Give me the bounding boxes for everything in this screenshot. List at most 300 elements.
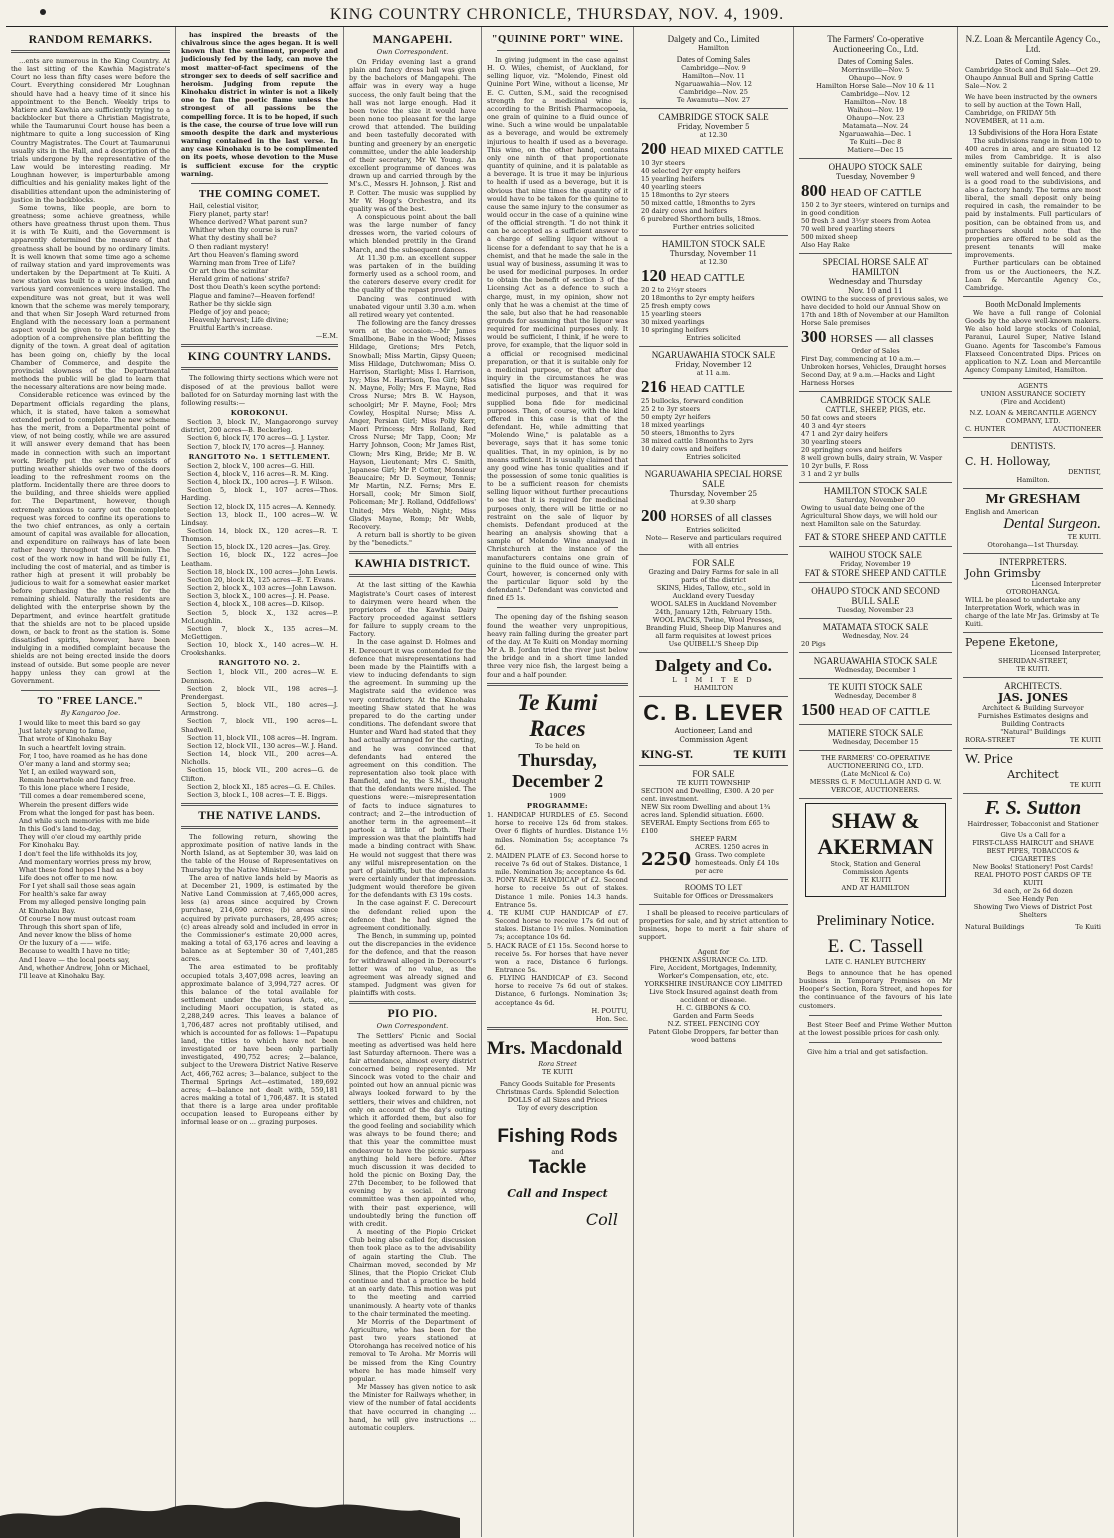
- eketone-town: TE KUITI.: [1016, 665, 1050, 674]
- for-sale-2: [639, 766, 788, 880]
- ballot-result: Section 2, block V., 100 acres—G. Hill.: [187, 461, 315, 470]
- stock-lot: 30 yearling steers: [801, 438, 862, 446]
- gresham-name: Mr GRESHAM: [985, 492, 1081, 508]
- stock-lot: 50 fat cows and steers: [801, 414, 877, 422]
- poem-line: Pledge of joy and peace;: [189, 307, 271, 316]
- pio-pio-title: PIO PIO.: [387, 1008, 438, 1021]
- ballot-result: Section 4, block IX., 100 acres—J. F. Wilson.: [187, 478, 334, 487]
- architects-section: [963, 678, 1103, 749]
- wh-title: WAIHOU STOCK SALE: [829, 550, 922, 560]
- sale-date: Cambridge—Nov. 9: [681, 64, 746, 72]
- nzloan-title: N.Z. Loan & Mercantile Agency Co., Ltd.: [965, 34, 1101, 54]
- comet-signature: —E.M.: [315, 332, 338, 341]
- holloway-role: DENTIST,: [1068, 468, 1101, 477]
- poem-line: I don't feel the life withholds its joy,: [19, 849, 138, 858]
- poem-line: Or the luxury of a —— wife.: [19, 939, 112, 948]
- nzloan-dates-heading: Dates of Coming Sales.: [995, 57, 1071, 66]
- horse-sale-count: 200: [641, 506, 667, 525]
- sale-date: Te Kuiti—Dec 8: [849, 138, 902, 146]
- rooms-to-let: [639, 880, 788, 905]
- farmers-title: The Farmers' Co-operative Auctioneering Co., Ltd.: [827, 34, 924, 54]
- lever-town: TE KUITI: [733, 750, 786, 761]
- article-paragraph: In the case against D. Holmes and H. Derecourt it was contended for the defence that misrepresentations had been made by the Plaintiffs with a view to inducing defendants to sign the agreement. In summing up the Magistrate said the evidence was very contradictory. At the Kinohaku meeting Shaw stated that he was prepared to do the carting under conditions. The defendant swore that Hunter and Ward had stated that they had actually arranged for the carting, and he was convinced that defendants had entered the agreement on this condition. The representation also took place with Bamfield, and he, the S.M., thought that the defendants were misled. The questions were:—misrepresentation of facts to induce signatures to contract; and 2—the introduction of another term in the agreement—it partook a little of both. Their impression was that the plaintiffs had made a binding contract with Shaw. He would not suggest that there was any wilful misrepresentation on the part of plaintiffs, but the defendants were certainly under that impression. Judgment would therefore be given for the defendants with £3 19s costs.: [349, 638, 476, 900]
- jones-town: TE KUITI: [1069, 736, 1101, 745]
- order-line: Second Day, at 9 a.m.—Hacks and Light Harness Horses: [801, 371, 935, 387]
- poem-line: O'er many a land and stormy sea;: [19, 759, 131, 768]
- divider: [349, 1001, 476, 1004]
- price-name: W. Price: [965, 752, 1013, 768]
- ohaupo-count: 800: [801, 181, 827, 200]
- stock-lot: 500 mixed sheep: [801, 233, 858, 241]
- stock-lot: 20 2 to 2½yr steers: [641, 286, 707, 294]
- interpreters-section: [963, 554, 1103, 633]
- quinine-port-para: In giving judgment in the case against H. O. Wiles, chemist, of Auckland, for selling liquor, viz. "Molendo, Finest old Quinine Port Wine, without a license, Mr E. C. Cutten, S.M., said the recognised strength for a medicinal wine is, according to the British Pharmacopoeia, one grain of quinine to a fluid ounce of wine. Such a wine would be unpalatable as a beverage, and would be extremely injurious to health if used as a beverage. This wine, on the other hand, contains only one ninth of that proportionate quantity of quinine, and it is palatable as a beverage. It is true it may be injurious to health if used as a beverage, but it is obvious that nine times the quantity of it would have to be taken for the quinine to cause the same injury to the consumer as would occur in the case of a quinine wine of the official strength. "I do not think it can be accepted as a sufficient answer to a charge of selling liquor without a license for a defendant to say that he is a chemist, and that he made the sale in the usual way of business, assuming it was to be used for medicinal purposes. In order to obtain the benefit of section 3 of the Licensing Act as a defence to such a charge, must, in my opinion, show not only that he was a chemist at the time of the sale, but also that he had reasonable grounds for assuming that the liquor was required for medicinal purposes only. It would be sufficient, I think, if he were to prove, for example, that the liquor sold in a official or recognised medicinal preparation, or that it is suitable only for a medicinal purpose, or that after due inquiry in the circumstances he was satisfied the liquor was required for medicinal purposes, and that it was supplied bona fide for medicinal purposes. Then, of course, with the kind offered in this case is that of the defendant. He, while admitting that "Molendo Wine," is palatable as a beverage, says that it has some tonic qualities. That, in my opinion, is by no means sufficient. It is usually claimed that any good wine has tonic qualities and if the possession of some tonic qualities is to be a sufficient reason for chemists selling liquor without further precautions to see that it is required for medicinal purposes only, there will be little or no restraint on the sale of liquor by chemists. Defendant produced at the hearing an analysis showing that a sample of Molendo Wine analysed in Christchurch at the instance of the manufacturers contains one grain of quinine to the fluid ounce of wine. This Court, however, is concerned only with the particular liquor sold by the defendant." Defendant was convicted and fined £5 1s.: [487, 56, 628, 603]
- call-and-inspect: Call and Inspect: [507, 1186, 608, 1200]
- divider: [21, 690, 160, 691]
- union-assurance: UNION ASSURANCE SOCIETY: [980, 390, 1086, 399]
- horse-sale-foot: Entries solicited: [686, 526, 741, 534]
- sale-date: Ohaupo—Nov. 9: [848, 74, 903, 82]
- agents-heading: AGENTS: [1018, 382, 1048, 391]
- poem-line: Wherein the present differs wide: [19, 800, 129, 809]
- special-horse-sale: [799, 254, 952, 392]
- dalgety-limited: L I M I T E D: [672, 676, 755, 684]
- wh-date: Friday, November 19: [840, 560, 911, 568]
- fishing-para: The opening day of the fishing season found the weather very unpropitious, heavy rain falling during the greater part of the day. At Te Kuiti on Monday morning Mr A. B. Jordan tried the river just below the bridge and in a short time landed three very nice fish, the largest being a four and a half pounder.: [487, 613, 628, 679]
- race-item: 1. HANDICAP HURDLES of £5. Second horse to receive 12s 6d from stakes. Over 6 flights of hurdles. Distance 1½ miles. Nomination 5s; acceptance 7s 6d.: [487, 811, 628, 852]
- ballot-result: Section 2, block VII., 198 acres—J. Prendergast.: [181, 684, 338, 701]
- hm-date: Saturday, November 20: [835, 496, 916, 504]
- stock-lot: 50 fresh 3 and 3½yr steers from Aotea: [801, 217, 931, 225]
- poem-line: Of course I now must outcast roam: [19, 914, 136, 923]
- hunter-row: [965, 425, 1101, 433]
- macdonald-town: TE KUITI: [542, 1068, 573, 1077]
- poem-line: From my alleged pensive longing pain: [19, 898, 147, 907]
- sale-date: Cambridge—Nov. 12: [841, 90, 910, 98]
- divider: [181, 344, 338, 347]
- agent-line: Live Stock Insured against death from accident or disease.: [649, 987, 778, 1004]
- divider: [349, 551, 476, 554]
- for-sale-line: SKINS, Hides, Tallow, etc., sold in Auckland every Tuesday: [656, 584, 771, 600]
- divider: [497, 50, 618, 51]
- poem-line: At Kinohaku Bay.: [19, 906, 76, 915]
- ngaruawahia-foot: Entries solicited: [686, 453, 741, 461]
- poem-line: That wrote of Kinohaku Bay: [19, 735, 112, 744]
- nzloan-instructed: We have been instructed by the owners to sell by auction at the Town Hall, Cambridge, on FRIDAY 5th NOVEMBER, at 11 a.m.: [965, 93, 1098, 125]
- cambridge-stock-sale: [799, 392, 952, 483]
- sutton-name: F. S. Sutton: [984, 797, 1082, 820]
- sutton-line: New Books! Stationery! Post Cards!: [972, 863, 1094, 872]
- holloway-name: C. H. Holloway,: [965, 455, 1051, 469]
- ballot-result: Section 2, block XI., 185 acres—G. E. Chiles.: [187, 782, 336, 791]
- agent-line: Patent Globe Droppers, far better than wood battens: [648, 1027, 779, 1044]
- divider: [809, 1015, 942, 1016]
- poem-line: I'll leave at Kinohaku Bay.: [19, 971, 105, 980]
- mt-title: MATAMATA STOCK SALE: [822, 622, 929, 632]
- poem-line: Herald grim of nations' strife?: [189, 275, 290, 284]
- article-paragraph: Mr Morris of the Department of Agriculture, who has been for the past two years stationed at Otorohanga has received notice of his removal to Te Aroha. Mr Morris will be missed from the King Country where he has made himself very popular.: [349, 1317, 476, 1383]
- divider: [191, 183, 328, 184]
- ngaruawahia-head: HEAD CATTLE: [670, 383, 745, 395]
- sale-date: Waihou—Nov. 19: [847, 106, 904, 114]
- horse-sale-note: Note— Reserve and particulars required with all entries: [645, 534, 782, 550]
- dentists-heading: DENTISTS.: [1010, 441, 1056, 452]
- grimsby-town: OTOROHANGA.: [1006, 588, 1060, 597]
- sutton-lines: [965, 831, 1101, 919]
- races-date: Thursday, December 2: [511, 749, 604, 791]
- farmers-foot2: (Late McNicol & Co): [840, 770, 911, 778]
- stock-lot: 150 2 to 3yr steers, wintered on turnips and in good condition: [801, 201, 950, 217]
- random-remarks-para-3: Considerable reticence was evinced by the Department officials regarding the plans, which, it is stated, have taken a somewhat extended period to complete. The new scheme has the merit, from a Departmental point of view, of not being costly, while we are assured it will answer every demand that has been made in connection with such an important work. Briefly put the scheme consists of putting weather shields over two of the doors leading to the refreshment rooms on the platform. Incidentally there are three doors to the building, and three shields were applied for. The Department, however, though extremely anxious to carry out the complete request was forced to confine its operations to the two chief entrances, as only a certain amount of capital was available for allocation, and expenditure on railways has of late been rather heavy throughout the Dominion. The cost of the work now in hand will be fully £1, including the cost of material, and as timber is rather high at present it will probably be judicious to wait for a somewhat easier market before purchasing the material for the remaining shield. Naturally the residents are delighted with the enterprise shown by the Department, and evince heartfelt gratitude that the shields are not to be placed upside down, or back to front as the station is. Some dissatisfied spirits, however, have been indulging in a modified complaint because the shields are not being erected inside the doors instead of outside. But some people are never happy unless they can growl at the Government.: [11, 391, 170, 685]
- ballot-result: Section 15, block VII., 200 acres—G. de Clifton.: [181, 766, 338, 783]
- preliminary-notice-title: Preliminary Notice.: [816, 913, 935, 929]
- farmers-footer: [799, 751, 952, 799]
- stock-lot: 20 springing cows and heifers: [801, 446, 902, 454]
- divider: [487, 1027, 628, 1030]
- article-paragraph: A meeting of the Piopio Cricket Club being also called for, discussion then took place as to the advisability of again starting the Club. The Chairman moved, seconded by Mr Slines, that the Piopio Cricket Club continue and that a practice be held at an early date. This motion was put to the meeting and carried unanimously. A hearty vote of thanks to the chair terminated the meeting.: [349, 1228, 476, 1318]
- township-lines: [641, 787, 786, 835]
- masthead-title: KING COUNTRY CHRONICLE, THURSDAY, NOV. 4, 1909.: [329, 6, 785, 23]
- fishing-and: and: [551, 1148, 564, 1157]
- ballot-result: Section 13, block II., 100 acres—W. W. Lindsay.: [181, 510, 338, 527]
- korokonui-lots: [181, 418, 338, 451]
- grimsby-name: John Grimsby: [965, 567, 1041, 581]
- ballot-result: Section 14, block VII., 200 acres—A. Nicholls.: [181, 750, 338, 767]
- cambridge-time: at 12.30: [699, 131, 728, 139]
- race-item: 2. MAIDEN PLATE of £3. Second horse to receive 7s 6d out of Stakes. Distance, 1 mile. Nomination 3s; acceptance 4s 6d.: [487, 851, 628, 877]
- coll-signature: Coll: [585, 1209, 618, 1229]
- union-sub: (Fire and Accident): [1000, 398, 1066, 407]
- poem-line: Yet I, an exiled wayward son,: [19, 767, 116, 776]
- sheep-farm-acres: 2250: [641, 848, 692, 870]
- poem-line: Whither when thy course is run?: [189, 226, 298, 235]
- sale-date: Ngaruawahia—Dec. 1: [839, 130, 912, 138]
- farmers-dates-heading: Dates of Coming Sales.: [837, 57, 914, 66]
- tk-sale: [799, 679, 952, 725]
- divider: [181, 826, 338, 829]
- ballot-result: Section 14, block IX., 120 acres—R. T. Thomson.: [181, 526, 338, 544]
- macdonald-name: Mrs. Macdonald: [487, 1038, 623, 1060]
- farmers-dates: [801, 66, 950, 154]
- sheep-farm-row: [641, 843, 786, 875]
- poem-line: I would like to meet this bard so gay: [19, 719, 141, 728]
- ballot-result: Section 4, block V., 116 acres—R. M. King.: [187, 469, 329, 478]
- ngaruawahia-title: NGARUAWAHIA STOCK SALE: [651, 350, 776, 360]
- grimsby-text: WILL be pleased to undertake any Interpretation Work, which was in charge of the late Mr Jas. Grimsby at Te Kuiti.: [965, 596, 1100, 629]
- sutton-line: Showing Two Views of District Post Shelters: [973, 903, 1093, 920]
- article-paragraph: Dancing was continued with unabated vigour until 3.30 a.m. when all retired weary yet contented.: [349, 294, 476, 319]
- sutton-line: See Hendy Pen: [1007, 895, 1059, 904]
- lever-street: KING-ST.: [641, 750, 694, 761]
- special-horse-head: HORSES — all classes: [830, 333, 934, 345]
- township-heading: TE KUITI TOWNSHIP: [677, 779, 750, 787]
- stock-lot: 10 springing heifers: [641, 326, 709, 334]
- sutton-line: REAL PHOTO POST CARDS OF TE KUITI: [974, 871, 1092, 888]
- hamilton-stock-sale: [799, 483, 952, 547]
- horse-sale-head: HORSES of all classes: [670, 512, 772, 524]
- grimsby-role: Licensed Interpreter: [1031, 580, 1101, 589]
- cb-lots: [801, 414, 950, 478]
- dates-list: [641, 64, 786, 104]
- poem-line: Life does not offer to me now.: [19, 874, 118, 882]
- stock-lot: 47 1 and 2yr dairy heifers: [801, 430, 888, 438]
- tackle-title: Tackle: [528, 1156, 587, 1178]
- poem-line: What these fond hopes I had as a boy: [19, 865, 144, 874]
- shaw-line1: SHAW &: [831, 808, 920, 833]
- native-para-2: The area of native lands held by Maoris as at December 21, 1909, is estimated by the Native Land Commission at 7,465,000 acres, less (a) areas since acquired by Crown purchase, 214,690 acres; (b) areas since acquired by private purchasers, 28,495 acres; (c) areas already sold and included in error in the Commissioner's estimate 20,000 acres, making a total of 63,176 acres and leaving a balance as at September 30 of 7,401,285 acres.: [181, 873, 338, 964]
- ballot-result: Section 10, block X., 140 acres—W. H. Crookshanks.: [181, 641, 338, 658]
- poem-line: Through this short span of life,: [19, 922, 122, 931]
- ballot-result: Section 12, block IX, 115 acres—A. Kennedy.: [187, 502, 336, 511]
- cambridge-headline: [641, 139, 786, 159]
- tassell-para: Begs to announce that he has opened business in Temporary Premises on Mr Hooper's Section, Rora Street, and hopes for the continuance of the favours of his late customers.: [799, 969, 952, 1010]
- columns: [6, 27, 1108, 1537]
- poem-line: For Kinohaku Bay.: [19, 841, 80, 850]
- mt-date: Wednesday, Nov. 24: [842, 632, 909, 640]
- stock-lot: 50 mixed cattle, 18months to 2yrs: [641, 199, 756, 207]
- poem-line: They will o'er cloud my earthly pride: [19, 833, 142, 842]
- nzloan-particulars: Further particulars can be obtained from us or the Auctioneers, the N.Z. Loan & Mercantile Agency Co., Cambridge.: [965, 259, 1101, 292]
- booth-text: We have a full range of Colonial Goods by the above well-known makers. We also hold large stocks of Colonial, Paranui, Laurel Super, Native Island Guano. Agents for Tascombe's Famous Flaxseed Concentrated Dips. Prices on application to N.Z. Loan and Mercantile Agency Company Limited, Hamilton.: [965, 308, 1101, 375]
- stock-lot: 30 mixed yearlings: [641, 318, 705, 326]
- ng-title: NGARUAWAHIA STOCK SALE: [813, 656, 938, 666]
- sale-date: Matamata—Nov. 24: [842, 122, 909, 130]
- hm-fat: FAT & STORE SHEEP AND CATTLE: [804, 532, 947, 542]
- holloway-town: Hamilton.: [1016, 476, 1050, 485]
- cb-title: CAMBRIDGE STOCK SALE: [820, 395, 931, 405]
- hamilton-time: at 12.30: [699, 258, 728, 266]
- lever-ad: [639, 697, 788, 766]
- sale-date: Te Awamutu—Nov. 27: [676, 96, 751, 104]
- native-para-1: The following return, showing the approximate position of native lands in the North Island, as at September 30, was laid on the table of the House of Representatives on Thursday by the Native Minister:—: [181, 832, 338, 874]
- cambridge-sale: [639, 109, 788, 236]
- stock-lot: 50 empty 2yr heifers: [641, 413, 711, 421]
- horse-sale-headline: [641, 506, 786, 526]
- poem-line: To this lone place where I reside,: [19, 784, 130, 793]
- free-lance-byline: By Kangaroo Joe.: [60, 709, 121, 718]
- sale-date: Hamilton—Nov. 18: [844, 98, 907, 106]
- column-2: [176, 27, 344, 1537]
- race-item: 4. TE KUMI CUP HANDICAP of £7. Second horse to receive 17s 6d out of stakes. Distance 1½ miles. Nomination 7s; acceptance 10s 6d.: [487, 908, 628, 942]
- hm-text: Owing to usual date being one of the Agricultural Show days, we will hold our next Hamilton sale on the Saturday.: [801, 504, 938, 528]
- horse-sale-title: NGARUAWAHIA SPECIAL HORSE SALE: [644, 469, 783, 489]
- special-horse-date: Wednesday and Thursday: [828, 277, 923, 286]
- poem-line: Heavenly harvest; Life divine;: [189, 316, 289, 324]
- special-horse-headline: [801, 327, 950, 347]
- stock-lot: 6 purebred Shorthorn bulls, 18mos.: [641, 215, 762, 223]
- matamata-sale: [799, 619, 952, 653]
- for-sale-line: WOOL SALES in Auckland November 24th, January 12th, February 15th.: [650, 600, 777, 616]
- poem-line: From what the longed for past has been.: [19, 808, 155, 817]
- sale-date: Morrinsville—Nov. 5: [841, 66, 910, 74]
- for-sale-line: Use QUIBELL'S Sheep Dip: [668, 640, 759, 648]
- for-sale-line: WOOL PACKS, Twine, Wool Presses, Branding Fluid, Sheep Dip Manures and all farm requisites at lowest prices: [645, 616, 782, 640]
- divider: [809, 1042, 942, 1043]
- poem-line: For health's sake far away: [19, 890, 107, 899]
- oh2-title: OHAUPO STOCK AND SECOND BULL SALE: [811, 586, 940, 606]
- ng-date: Wednesday, December 1: [834, 666, 917, 674]
- ballot-result: Section 1, block VII., 200 acres—W. E. Dennison.: [181, 668, 338, 685]
- dalgety-header: [639, 31, 788, 109]
- poem-line: And while such memories with me bide: [19, 816, 150, 825]
- farmers-foot1: THE FARMERS' CO-OPERATIVE AUCTIONEERING CO., LTD.: [820, 754, 931, 770]
- hamilton-foot: Entries solicited: [686, 334, 741, 342]
- article-paragraph: The Bench, in summing up, pointed out the discrepancies in the evidence for the defence, and that the reason for withdrawal alleged in Derecourt's letter was of no value, as the agreement was already signed and stamped. Judgment was given for plaintiffs with costs.: [349, 932, 476, 998]
- tk-head: HEAD OF CATTLE: [839, 706, 931, 718]
- poem-line: O then radiant mystery!: [189, 242, 269, 251]
- stock-lot: 40 3 and 4yr steers: [801, 422, 866, 430]
- poem-line: Warning man from Tree of Life?: [189, 258, 296, 267]
- poem-line: Fruitful Earth's increase.: [189, 324, 273, 333]
- mat-date: Wednesday, December 15: [832, 738, 919, 746]
- ohaupo-lots: [801, 201, 950, 249]
- article-paragraph: The Settlers' Picnic and Social meeting as advertised was held here last Saturday afternoon. There was a fair attendance, almost every district concerned being represented. Mr Sincock was voted to the chair and pointed out how an annual picnic was always looked forward to by the settlers, their wives and children, not only on account of the day's outing which it afforded them, but also for the good feeling and sociability which was always to be found there; and that this year the committee must endeavour to have the picnic surpass anything held here before. After much discussion it was decided to hold the picnic on Boxing Day, the 27th December, to be followed that evening by a social. A strong committee was then appointed who, with their past experience, will undoubtedly bring the function off with credit.: [349, 1032, 476, 1228]
- race-item: 3. PONY RACE HANDICAP of £2. Second horse to receive 5s out of stakes. Distance 1 mile. Ponies 14.3 hands. Entrance 5s.: [487, 876, 628, 909]
- for-sale: [639, 555, 788, 653]
- macdonald-lines: [487, 1080, 628, 1112]
- divider: [181, 367, 338, 370]
- ohaupo-headline: [801, 181, 950, 201]
- hunter-name: C. HUNTER: [965, 425, 1006, 434]
- poem-line: Whence derived? What parent sun?: [189, 218, 308, 227]
- agent-line: PHŒNIX ASSURANCE Co. LTD.: [659, 955, 768, 964]
- sheep-farm-text: ACRES. 1250 acres in Grass. Two complete homesteads. Only £4 10s per acre: [695, 843, 779, 875]
- tassell-sub: LATE C. HANLEY BUTCHERY: [825, 958, 926, 966]
- special-horse-date2: Nov. 10 and 11: [848, 286, 903, 295]
- dalgety-place: Hamilton: [697, 44, 730, 52]
- sale-date: Hamilton—Nov. 11: [682, 72, 745, 80]
- sutton-ad: [963, 794, 1103, 935]
- poem-line: For I yet shall sail those seas again: [19, 882, 136, 891]
- sutton-role: Hairdresser, Tobacconist and Stationer: [967, 820, 1099, 829]
- jones-address: [965, 736, 1101, 744]
- poem-line: And, whether Andrew, John or Michael,: [19, 963, 150, 972]
- sale-date: Ngaruawahia—Nov. 12: [675, 80, 752, 88]
- ohaupo-sale: [799, 159, 952, 254]
- ballot-result: Section 5, block X., 132 acres—P. McLoughlin.: [181, 608, 338, 625]
- agent-lines: [639, 948, 788, 1044]
- ohaupo-bull-sale: [799, 583, 952, 619]
- for-sale-lines: [641, 568, 786, 648]
- divider: [11, 50, 170, 53]
- special-horse-order: Order of Sales: [851, 347, 900, 355]
- divider: [487, 683, 628, 686]
- dalgety-title: Dalgety and Co., Limited: [667, 34, 760, 44]
- random-remarks-title: RANDOM REMARKS.: [28, 34, 153, 46]
- poem-line: Plague and famine?—Heaven forfend!: [189, 291, 316, 300]
- agent-line: H. C. GIBBONS & CO.: [676, 1003, 751, 1012]
- hm-title: HAMILTON STOCK SALE: [823, 486, 928, 496]
- kawhia-body: [349, 581, 476, 997]
- ballot-result: Section 3, block IV., Mangaorongo survey district, 200 acres—B. Beckerleg.: [181, 418, 338, 435]
- hora-hora-title: 13 Subdivisions of the Hora Hora Estate: [968, 128, 1098, 137]
- sutton-line: FIRST-CLASS HAIRCUT and SHAVE: [972, 839, 1094, 848]
- ballot-result: Section 16, block IX., 122 acres—Joe Leatham.: [181, 551, 338, 568]
- mangapehi-title: MANGAPEHI.: [372, 34, 453, 46]
- race-item: 5. HACK RACE of £1 15s. Second horse to receive 5s. For horses that have never won a race, Distance 6 furlongs. Entrance 5s.: [487, 941, 628, 974]
- agent-line: Agent for: [697, 947, 730, 956]
- hamilton-head: HEAD CATTLE: [670, 272, 745, 284]
- macdonald-street: Rora Street: [538, 1060, 577, 1069]
- ballot-result: Section 3, block I., 108 acres—T. E. Biggs.: [187, 790, 328, 799]
- random-remarks-para-2: Some towns, like people, are born to greatness; some achieve greatness, while others have greatness thrust upon them. Thus it is with Te Kuiti, and the Government is apparently determined the measure of that greatness shall be bound by no ordinary limits. It is well known that some time ago a scheme of railway station and yard improvements was undertaken by the Department at Te Kuiti. A new station was built to a unique design, and various yard conveniences were installed. The expenditure was not great, but it was well known that the scheme was merely temporary, and that when Sir Joseph Ward returned from England with the necessary loan a permanent aspect would be given to the station by the adoption of a comprehensive plan befitting the dignity of the town. A great deal of agitation has been going on, chiefly by the local Chamber of Commerce, and despite the provincial slowness of the Departmental methods the public will be glad to learn that the necessary alterations are now being made.: [11, 203, 170, 392]
- ngaruawahia-count: 216: [641, 377, 667, 396]
- hamilton-date: Thursday, November 11: [669, 249, 758, 258]
- stock-lot: 25 bullocks, forward condition: [641, 397, 744, 405]
- shaw-line2: AKERMAN: [817, 834, 934, 859]
- tassell-name: E. C. Tassell: [827, 936, 924, 957]
- price-ad: [963, 749, 1103, 794]
- hamilton-title: HAMILTON STOCK SALE: [661, 239, 766, 249]
- hora-hora-text: The subdivisions range in from 100 to 400 acres in area, and are situated 12 miles from Cambridge. It is also eminently suitable for dairying, being well watered and well fenced, and there is a good road to the subdivisions, and also a factory handy. The terms are most liberal, the small deposit only being required in cash, the remainder to be paid by instalments. Full particulars of position, can be obtained from us, and purchasers should note that the properties are offered to be sold as the present tenants will make improvements.: [965, 137, 1101, 260]
- horse-sale-date: Thursday, November 25: [669, 489, 758, 498]
- ballot-result: Section 20, block IX, 125 acres—E. T. Evans.: [187, 575, 336, 584]
- poem-line: Remain heartwhole and fancy free.: [19, 776, 136, 785]
- ballot-result: Section 11, block VII., 108 acres—H. Ingram.: [187, 733, 338, 742]
- rooms-text: Suitable for Offices or Dressmakers: [653, 892, 774, 900]
- price-role: Architect: [1007, 768, 1059, 782]
- quinine-port-title: "QUININE PORT" WINE.: [491, 34, 624, 45]
- order-line: First Day, commencing at 10 a.m.—Unbroken horses, Vehicles, Draught horses: [801, 355, 947, 371]
- ohaupo-date: Tuesday, November 9: [836, 172, 915, 181]
- ngaruawahia-date: Friday, November 12: [675, 360, 752, 369]
- special-horse-title: SPECIAL HORSE SALE AT HAMILTON: [822, 257, 929, 277]
- pio-pio-sub: Own Correspondent.: [376, 1022, 449, 1031]
- township-line: NEW Six room Dwelling and about 1¾ acres land. Splendid situation. £600.: [641, 803, 771, 819]
- pio-pio-body: [349, 1032, 476, 1432]
- ballot-result: Section 4, block X., 108 acres—D. Kilsop.: [187, 600, 325, 609]
- tk-headline: [801, 700, 950, 720]
- stock-lot: 70 well bred yearling steers: [801, 225, 895, 233]
- ballot-result: Section 12, block VII., 130 acres—W. J. Hand.: [187, 741, 338, 750]
- column-1: [6, 27, 176, 1537]
- poem-line: 'Till comes a dear remembered scene,: [19, 792, 146, 801]
- cambridge-date: Friday, November 5: [677, 122, 750, 131]
- ad-line: Christmas Cards. Splendid Selection: [496, 1088, 619, 1097]
- for-sale-2-title: FOR SALE: [692, 769, 735, 779]
- masthead: [6, 4, 1108, 27]
- agents-ad: [963, 379, 1103, 438]
- poem-line: Because to wealth I have no title;: [19, 947, 131, 956]
- fishing-rods-title: Fishing Rods: [497, 1126, 618, 1148]
- stock-lot: 40 yearling steers: [641, 183, 702, 191]
- ballot-result: Section 2, block X., 103 acres—John Lawson.: [187, 584, 337, 593]
- poem-line: For, I too, have roamed as he has done: [19, 751, 148, 760]
- races-secretary-role: Hon. Sec.: [595, 1014, 628, 1023]
- sutton-foot-left: Natural Buildings: [965, 923, 1025, 932]
- dalgety-hamilton: HAMILTON: [693, 684, 734, 692]
- stock-lot: 15 yearling steers: [641, 310, 702, 318]
- poem-line: In this God's land to-day,: [19, 825, 102, 834]
- ballot-result: Section 18, block IX., 100 acres—John Lewis.: [187, 567, 338, 576]
- poem-line: Just lately sprung to fame,: [19, 727, 107, 736]
- ad-line: Toy of every description: [517, 1104, 598, 1113]
- sale-date: Ohaupo—Nov. 23: [846, 114, 905, 122]
- sutton-line: Give Us a Call for a: [1000, 831, 1066, 840]
- ballot-result: Section 3, block X., 100 acres—J. H. Pease.: [187, 592, 330, 601]
- stock-lot: Also Hay Rake: [801, 241, 850, 249]
- poem-line: Rather be thy sickle sign: [189, 299, 272, 308]
- special-horse-lines: [801, 355, 950, 387]
- stock-lot: 40 selected 2yr empty heifers: [641, 167, 741, 175]
- masthead-dot: [40, 9, 46, 15]
- rangitoto-2-lots: [181, 668, 338, 799]
- tassell-try: Give him a trial and get satisfaction.: [807, 1048, 928, 1057]
- rooms-para: I shall be pleased to receive particulars of properties for sale, and by strict attention to business, hope to merit a fair share of support.: [639, 909, 788, 942]
- article-paragraph: In the case against F. C. Derecourt the defendant relied upon the defence that he had signed the agreement conditionally.: [349, 899, 476, 932]
- ballot-result: Section 7, block X., 135 acres—M. McGettigen.: [181, 624, 338, 641]
- tk-date: Wednesday, December 8: [834, 692, 917, 700]
